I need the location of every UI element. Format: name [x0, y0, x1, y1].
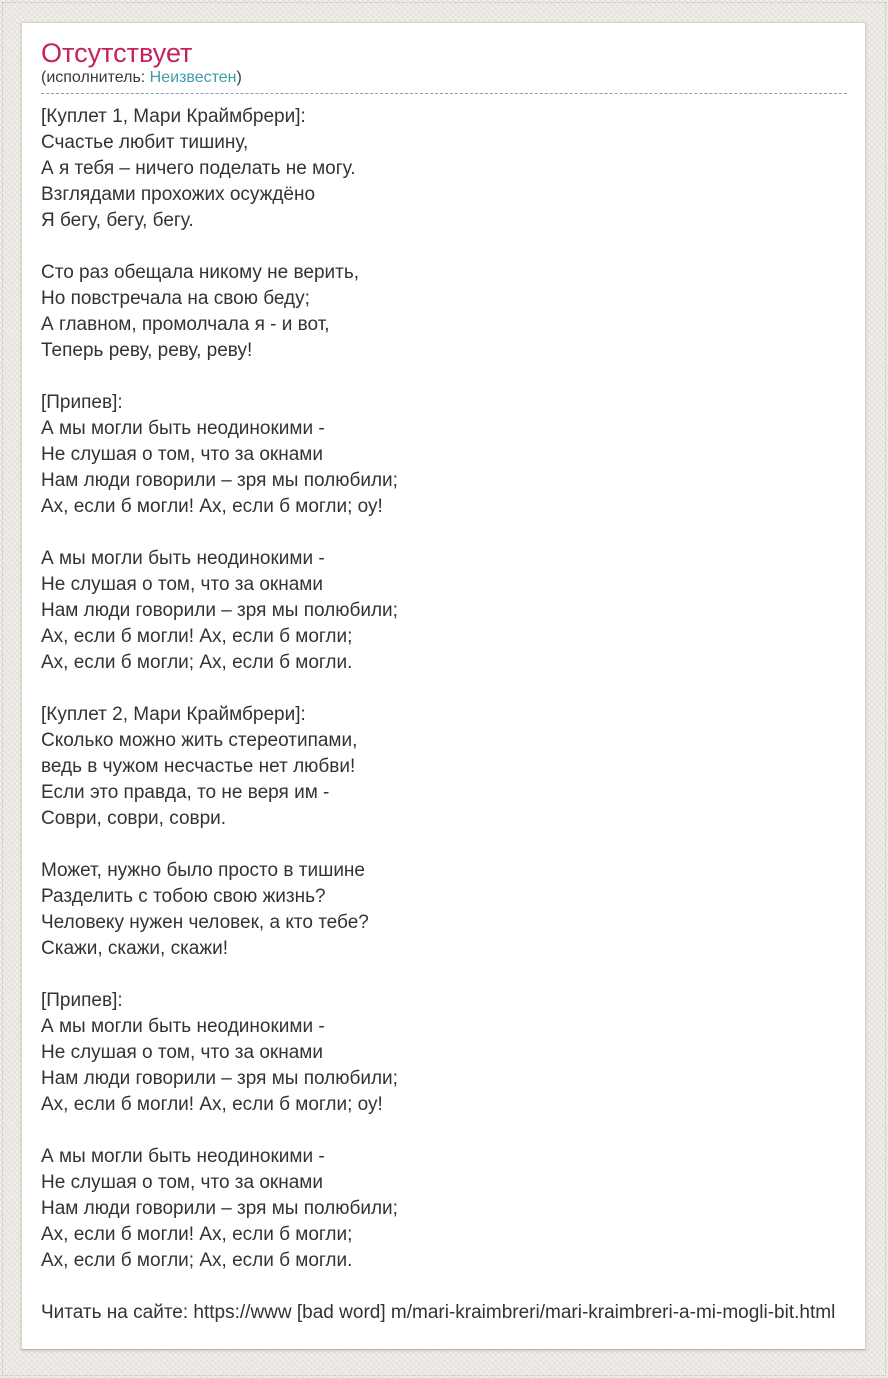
stanza — [41, 260, 847, 364]
lyric-line: Взглядами прохожих осуждёно — [41, 184, 316, 205]
lyric-line: [Припев]: — [41, 990, 123, 1011]
lyric-line: Если это правда, то не веря им - — [41, 782, 330, 803]
lyric-line: Нам люди говорили – зря мы полюбили; — [41, 1198, 398, 1219]
stanza — [41, 988, 847, 1118]
lyric-line: Не слушая о том, что за окнами — [41, 1042, 323, 1063]
artist-close-paren: ) — [236, 69, 242, 86]
lyric-line: Нам люди говорили – зря мы полюбили; — [41, 1068, 398, 1089]
lyric-line: Теперь реву, реву, реву! — [41, 340, 253, 361]
lyric-line: Нам люди говорили – зря мы полюбили; — [41, 470, 398, 491]
lyric-line: Но повстречала на свою беду; — [41, 288, 310, 309]
lyric-line: Соври, соври, соври. — [41, 808, 227, 829]
stanza — [41, 702, 847, 832]
lyric-line: Ах, если б могли; Ах, если б могли. — [41, 652, 353, 673]
lyric-line: Ах, если б могли! Ах, если б могли; оу! — [41, 1094, 383, 1115]
lyric-line: Не слушая о том, что за окнами — [41, 444, 323, 465]
lyric-line: Ах, если б могли! Ах, если б могли; — [41, 1224, 353, 1245]
song-title: Отсутствует — [41, 38, 193, 68]
lyric-line: Не слушая о том, что за окнами — [41, 1172, 323, 1193]
lyric-line: [Куплет 2, Мари Краймбрери]: — [41, 704, 306, 725]
lyric-line: А мы могли быть неодинокими - — [41, 1146, 325, 1167]
lyric-line: Не слушая о том, что за окнами — [41, 574, 323, 595]
stanza — [41, 546, 847, 676]
stanza — [41, 1144, 847, 1274]
lyric-line: А я тебя – ничего поделать не могу. — [41, 158, 356, 179]
lyric-line: А мы могли быть неодинокими - — [41, 418, 325, 439]
lyric-line: ведь в чужом несчастье нет любви! — [41, 756, 356, 777]
lyric-line: А главном, промолчала я - и вот, — [41, 314, 330, 335]
lyric-line: Может, нужно было просто в тишине — [41, 860, 365, 881]
lyric-line: Ах, если б могли; Ах, если б могли. — [41, 1250, 353, 1271]
stanza — [41, 390, 847, 520]
lyric-line: Скажи, скажи, скажи! — [41, 938, 228, 959]
lyric-line: Сколько можно жить стереотипами, — [41, 730, 358, 751]
stanza — [41, 858, 847, 962]
lyrics-text — [41, 104, 847, 1274]
artist-link[interactable]: Неизвестен — [149, 69, 237, 86]
lyric-line: Нам люди говорили – зря мы полюбили; — [41, 600, 398, 621]
artist-label: (исполнитель: — [41, 69, 146, 86]
lyric-line: А мы могли быть неодинокими - — [41, 548, 325, 569]
lyric-line: Ах, если б могли! Ах, если б могли; оу! — [41, 496, 383, 517]
song-header — [41, 39, 847, 94]
lyric-line: Разделить с тобою свою жизнь? — [41, 886, 326, 907]
lyrics-card — [21, 22, 866, 1350]
artist-line — [41, 68, 847, 87]
lyric-line: Человеку нужен человек, а кто тебе? — [41, 912, 369, 933]
source-url-line: Читать на сайте: https://www [bad word] m/mari-kraimbreri/mari-kraimbreri-a-mi-mogli-bit.html — [41, 1302, 836, 1323]
lyric-line: [Припев]: — [41, 392, 123, 413]
lyric-line: Счастье любит тишину, — [41, 132, 249, 153]
stanza — [41, 104, 847, 234]
lyric-line: [Куплет 1, Мари Краймбрери]: — [41, 106, 306, 127]
lyric-line: Ах, если б могли! Ах, если б могли; — [41, 626, 353, 647]
lyric-line: Я бегу, бегу, бегу. — [41, 210, 194, 231]
lyric-line: А мы могли быть неодинокими - — [41, 1016, 325, 1037]
lyric-line: Сто раз обещала никому не верить, — [41, 262, 359, 283]
